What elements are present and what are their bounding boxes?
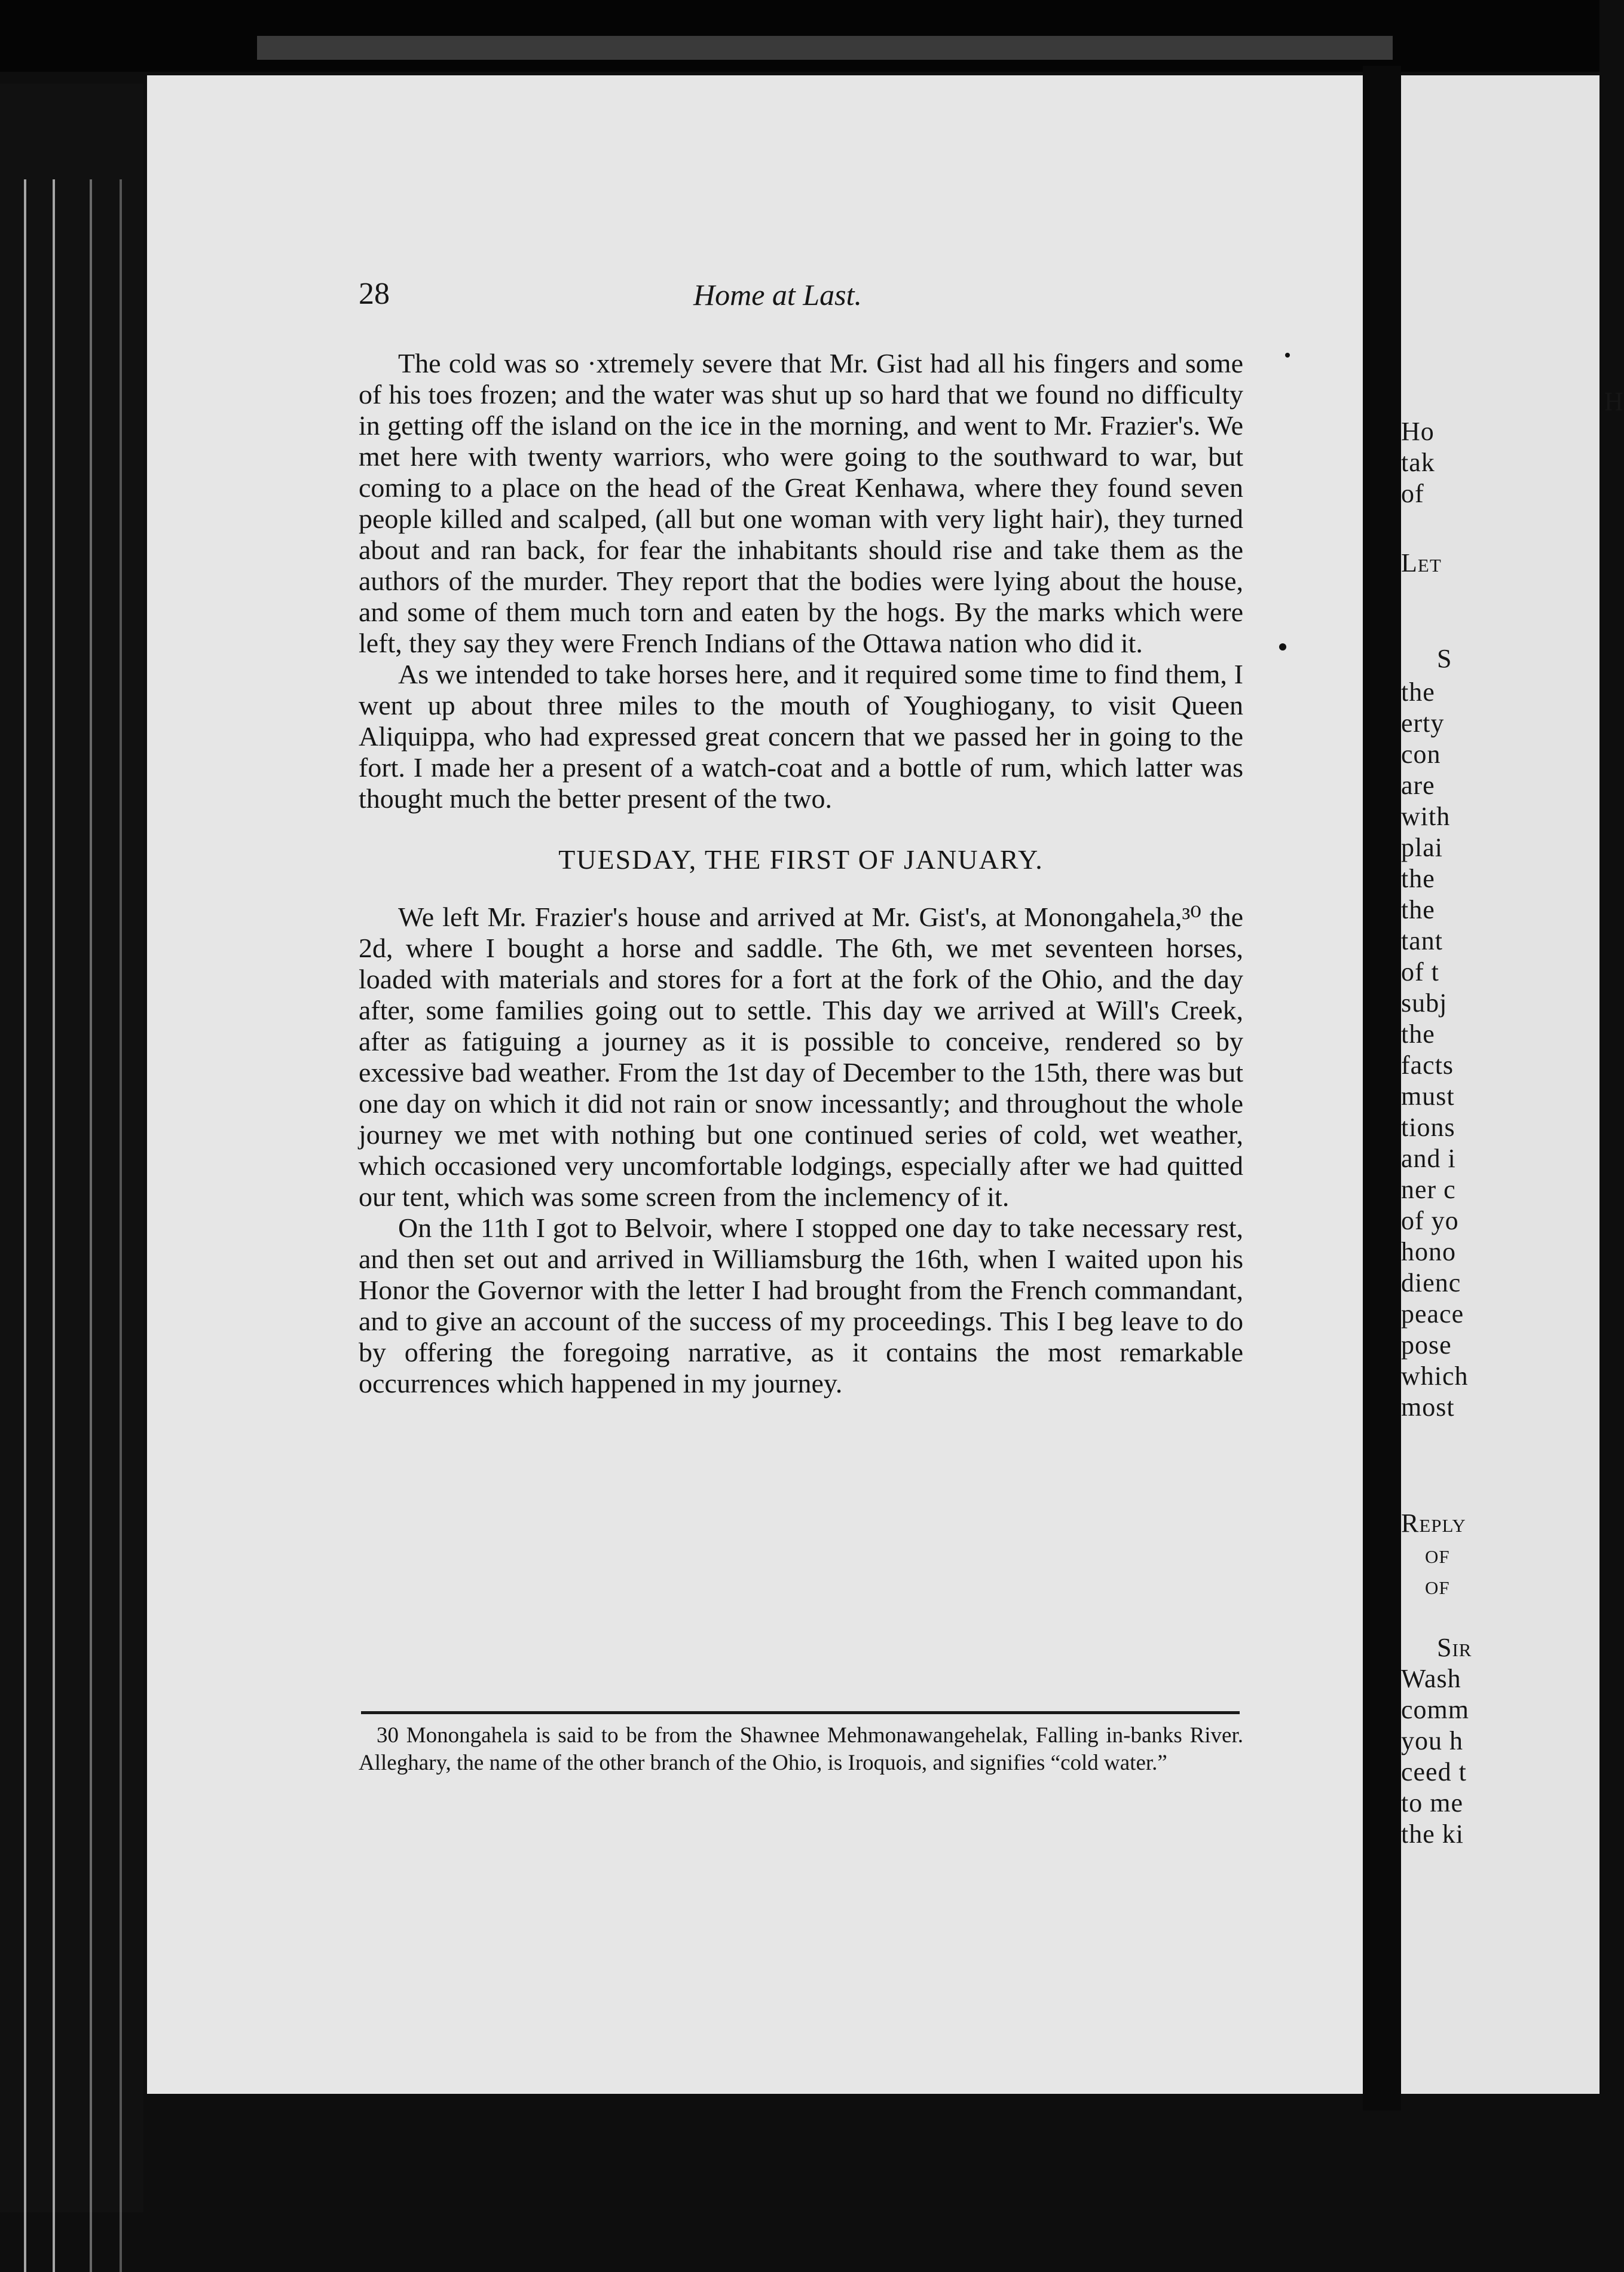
- facing-line: tions: [1401, 1113, 1455, 1142]
- facing-line: ceed t: [1401, 1757, 1467, 1787]
- facing-line: Let: [1401, 548, 1442, 578]
- facing-line: of: [1425, 1571, 1450, 1600]
- facing-line: erty: [1401, 709, 1445, 738]
- facing-line: S: [1437, 644, 1452, 673]
- facing-line: which: [1401, 1361, 1469, 1391]
- ink-speck: [1285, 353, 1290, 358]
- book-page-right-partial: [1401, 75, 1624, 2094]
- film-scratch: [90, 179, 92, 2272]
- facing-line: tak: [1401, 448, 1435, 477]
- facing-line: comm: [1401, 1695, 1469, 1724]
- facing-line: you h: [1401, 1726, 1463, 1755]
- facing-line: of t: [1401, 957, 1439, 987]
- facing-line: the: [1401, 677, 1435, 707]
- film-scratch: [120, 179, 122, 2272]
- scan-left-margin: [0, 84, 143, 2212]
- facing-line: the ki: [1401, 1819, 1464, 1849]
- facing-line: must: [1401, 1082, 1455, 1111]
- film-scratch: [24, 179, 26, 2272]
- page-header: [359, 276, 1243, 318]
- facing-line: facts: [1401, 1051, 1454, 1080]
- facing-line: ner c: [1401, 1175, 1456, 1204]
- paragraph: We left Mr. Frazier's house and arrived at Mr. Gist's, at Monongahela,³⁰ the 2d, where I bought a horse and saddle. The 6th, we met seventeen horses, loaded with materials and stores for a fort at the fork of the Ohio, and the day after, some families going out to settle. This day we arrived at Will's Creek, after as fatiguing a journey as it is possible to conceive, rendered so by excessive bad weather. From the 1st day of December to the 15th, there was but one day on which it did not rain or snow incessantly; and throughout the whole journey we met with nothing but one continued series of cold, wet weather, which occasioned very uncomfortable lodgings, especially after we had quitted our tent, which was some screen from the inclemency of it.: [359, 902, 1243, 1212]
- facing-line: plai: [1401, 833, 1443, 862]
- paragraph: The cold was so ·xtremely severe that Mr. Gist had all his fingers and some of his toes frozen; and the water was shut up so hard that we found no difficulty in getting off the island on the ice in the morning, and went to Mr. Frazier's. We met here with twenty warriors, who were going to the southward to war, but coming to a place on the head of the Great Kenhawa, where they found seven people killed and scalped, (all but one woman with very light hair), they turned about and ran back, for fear the inhabitants should rise and take them as the authors of the murder. They report that the bodies were lying about the house, and some of them much torn and eaten by the hogs. By the marks which were left, they say they were French Indians of the Ottawa nation who did it.: [359, 348, 1243, 658]
- ink-speck: [1279, 643, 1286, 651]
- facing-line: hono: [1401, 1237, 1456, 1266]
- section-heading: TUESDAY, THE FIRST OF JANUARY.: [558, 844, 1044, 875]
- facing-line: with: [1401, 802, 1451, 831]
- facing-line: pose: [1401, 1330, 1452, 1360]
- facing-line: Ho: [1401, 417, 1435, 446]
- facing-line: Reply: [1401, 1508, 1466, 1538]
- facing-line: Sir: [1437, 1633, 1472, 1662]
- paragraph: On the 11th I got to Belvoir, where I stopped one day to take necessary rest, and then set out and arrived in Williamsburg the 16th, when I waited upon his Honor the Governor with the letter I had brought from the French commandant, and to give an account of the success of my proceedings. This I beg leave to do by offering the foregoing narrative, as it contains the most remarkable occurrences which happened in my journey.: [359, 1213, 1243, 1398]
- film-scratch: [53, 179, 55, 2272]
- scan-top-strip: [257, 36, 1393, 60]
- paragraph: As we intended to take horses here, and it required some time to find them, I went up about three miles to the mouth of Youghiogany, to visit Queen Aliquippa, who had expressed great concern that we passed her in going to the fort. I made her a present of a watch-coat and a bottle of rum, which latter was thought much the better present of the two.: [359, 659, 1243, 814]
- footnote: [359, 1722, 1243, 1777]
- facing-line: dienc: [1401, 1268, 1461, 1297]
- facing-line: the: [1401, 1019, 1435, 1049]
- facing-line: of: [1401, 479, 1424, 508]
- facing-line: subj: [1401, 988, 1448, 1018]
- page-number: 28: [359, 277, 390, 311]
- footnote-text: 30 Monongahela is said to be from the Shawnee Mehmonawangehelak, Falling in-banks River. Alleghary, the name of the other branch of the Ohio, is Iroquois, and signifies “cold water.”: [359, 1723, 1243, 1775]
- facing-line: are: [1401, 771, 1435, 800]
- book-gutter: [1363, 66, 1401, 2111]
- facing-line: tant: [1401, 926, 1443, 955]
- facing-line: the: [1401, 864, 1435, 893]
- footnote-divider: [361, 1711, 1240, 1714]
- facing-line: the: [1401, 895, 1435, 924]
- facing-line: of yo: [1401, 1206, 1459, 1235]
- facing-line: and i: [1401, 1144, 1456, 1173]
- facing-line: H: [1604, 387, 1624, 416]
- facing-line: most: [1401, 1392, 1455, 1422]
- running-title: Home at Last.: [693, 278, 862, 312]
- facing-line: Wash: [1401, 1664, 1461, 1693]
- facing-line: to me: [1401, 1788, 1463, 1818]
- body-text: [359, 348, 1243, 1399]
- facing-line: con: [1401, 740, 1441, 769]
- facing-line: of: [1425, 1540, 1450, 1569]
- facing-line: peace: [1401, 1299, 1464, 1329]
